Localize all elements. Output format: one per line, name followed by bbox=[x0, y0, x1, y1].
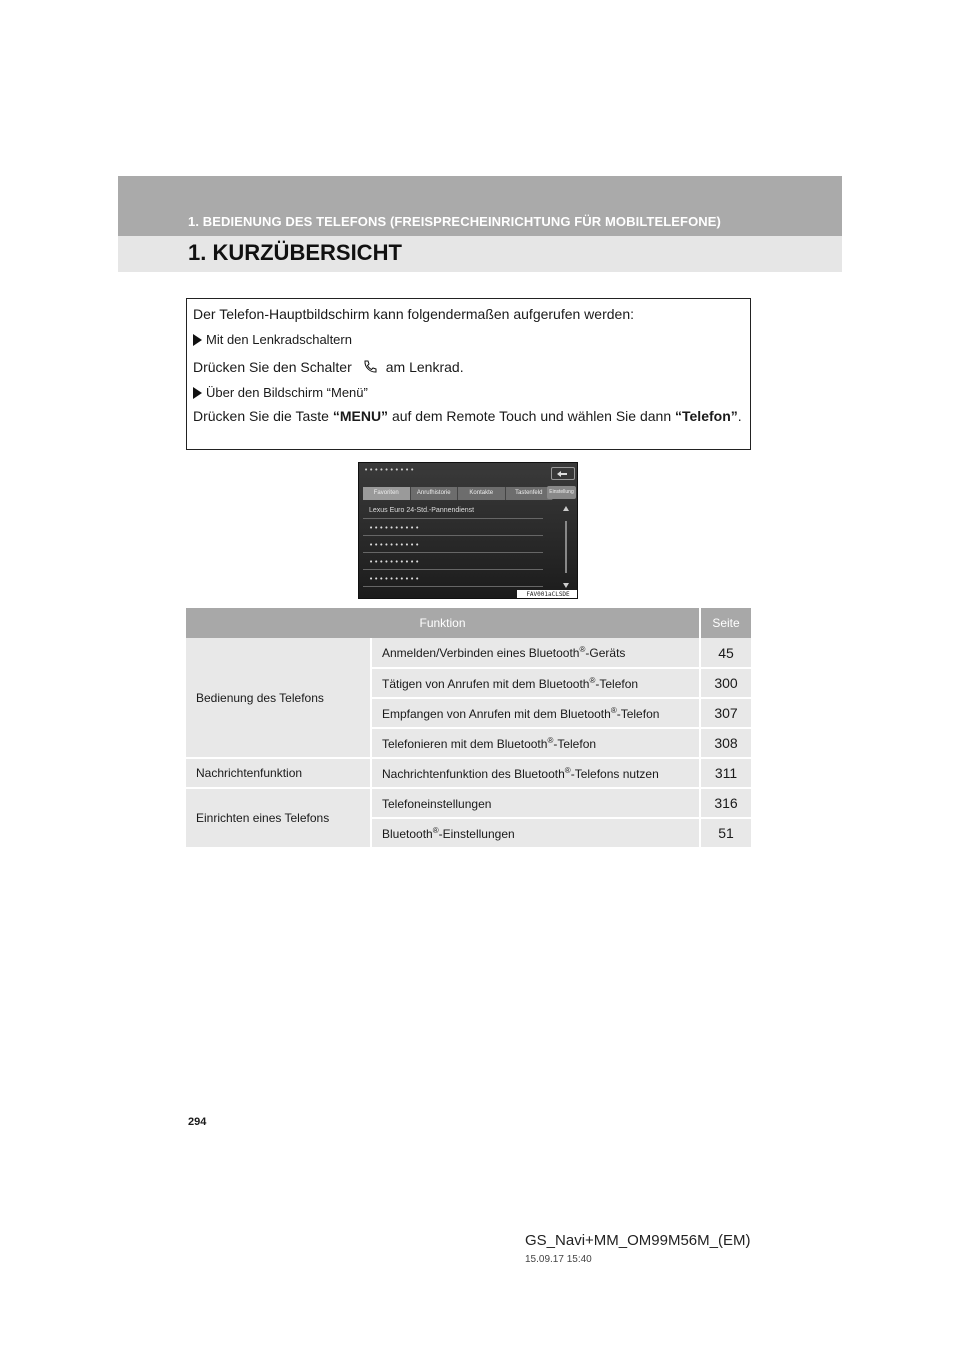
screen-entry-dots: •••••••••• bbox=[369, 575, 421, 583]
function-table bbox=[186, 608, 751, 849]
phone-icon bbox=[362, 359, 378, 375]
scroll-down-icon bbox=[562, 579, 570, 589]
registered-mark: ® bbox=[589, 675, 596, 685]
section-title: 1. KURZÜBERSICHT bbox=[188, 240, 402, 265]
screen-tab-kontakte: Kontakte bbox=[458, 487, 506, 500]
table-function bbox=[371, 758, 700, 788]
phone-screen-image bbox=[358, 462, 578, 599]
table-function bbox=[371, 818, 700, 848]
screen-list-item bbox=[363, 503, 543, 519]
screen-first-entry: Lexus Euro 24-Std.-Pannendienst bbox=[369, 507, 475, 514]
menu-key-label: “MENU” bbox=[332, 408, 389, 424]
table-row bbox=[186, 638, 751, 668]
method1-heading-text: Mit den Lenkradschaltern bbox=[206, 332, 352, 347]
function-text: Anmelden/Verbinden eines Bluetooth bbox=[382, 646, 580, 660]
table-function bbox=[371, 788, 700, 818]
table-category: Bedienung des Telefons bbox=[186, 638, 371, 758]
registered-mark: ® bbox=[547, 735, 554, 745]
table-page-link[interactable]: 45 bbox=[700, 638, 751, 668]
function-text: Nachrichtenfunktion des Bluetooth bbox=[382, 766, 565, 781]
function-text-suffix: -Telefon bbox=[616, 706, 660, 721]
table-category: Einrichten eines Telefons bbox=[186, 788, 371, 848]
registered-mark: ® bbox=[432, 825, 439, 835]
registered-mark: ® bbox=[579, 645, 586, 654]
screen-list-item bbox=[363, 554, 543, 570]
function-text-suffix: -Telefon bbox=[595, 676, 639, 691]
function-text: Telefoneinstellungen bbox=[382, 796, 492, 811]
footer-doc-code: GS_Navi+MM_OM99M56M_(EM) bbox=[525, 1232, 751, 1249]
table-page-link[interactable]: 311 bbox=[700, 758, 751, 788]
function-text: Bluetooth bbox=[382, 826, 433, 841]
screen-entry-dots: •••••••••• bbox=[369, 558, 421, 566]
telefon-label: “Telefon” bbox=[675, 408, 738, 424]
scroll-up-icon bbox=[562, 505, 570, 515]
table-function bbox=[371, 668, 700, 698]
screen-scrollbar bbox=[562, 505, 570, 589]
screen-entry-dots: •••••••••• bbox=[369, 524, 421, 532]
scroll-track bbox=[565, 521, 567, 573]
table-page-link[interactable]: 308 bbox=[700, 728, 751, 758]
function-text-suffix: -Geräts bbox=[585, 646, 626, 660]
table-page-link[interactable]: 316 bbox=[700, 788, 751, 818]
table-page-link[interactable]: 307 bbox=[700, 698, 751, 728]
method1-heading bbox=[193, 331, 744, 349]
table-row bbox=[186, 758, 751, 788]
info-box bbox=[186, 298, 751, 450]
table-function bbox=[371, 638, 700, 668]
table-page-link[interactable]: 300 bbox=[700, 668, 751, 698]
method2-text-a: Drücken Sie die Taste bbox=[193, 408, 329, 424]
table-function bbox=[371, 728, 700, 758]
screen-tab-tastenfeld: Tastenfeld bbox=[506, 487, 554, 500]
table-row bbox=[186, 788, 751, 818]
function-text: Tätigen von Anrufen mit dem Bluetooth bbox=[382, 676, 590, 691]
function-text-suffix: -Telefons nutzen bbox=[570, 766, 659, 781]
registered-mark: ® bbox=[564, 765, 571, 775]
screen-settings-button: Einstellung bbox=[547, 486, 576, 499]
screen-tab-favoriten: Favoriten bbox=[363, 487, 411, 500]
table-function bbox=[371, 698, 700, 728]
page-number: 294 bbox=[188, 1116, 207, 1128]
function-text: Empfangen von Anrufen mit dem Bluetooth bbox=[382, 706, 611, 721]
method2-heading bbox=[193, 384, 744, 402]
status-dots: •••••••••• bbox=[364, 466, 416, 474]
method2-text-c: . bbox=[737, 408, 742, 424]
table-category: Nachrichtenfunktion bbox=[186, 758, 371, 788]
function-text: Telefonieren mit dem Bluetooth bbox=[382, 736, 548, 751]
method1-text-after: am Lenkrad. bbox=[385, 359, 464, 375]
chapter-title: 1. BEDIENUNG DES TELEFONS (FREISPRECHEINRICHTUNG FÜR MOBILTELEFONE) bbox=[188, 214, 721, 229]
screen-list-item bbox=[363, 571, 543, 587]
triangle-bullet-icon bbox=[193, 387, 202, 399]
method1-text bbox=[193, 358, 744, 376]
footer-date: 15.09.17 15:40 bbox=[525, 1254, 592, 1265]
back-icon bbox=[551, 467, 575, 480]
screen-entry-dots: •••••••••• bbox=[369, 541, 421, 549]
method2-heading-text: Über den Bildschirm “Menü” bbox=[206, 385, 368, 400]
method2-text-b: auf dem Remote Touch und wählen Sie dann bbox=[391, 408, 672, 424]
table-header-page: Seite bbox=[700, 608, 751, 638]
screen-list-item bbox=[363, 520, 543, 536]
registered-mark: ® bbox=[610, 705, 617, 715]
screen-list-item bbox=[363, 537, 543, 553]
triangle-bullet-icon bbox=[193, 334, 202, 346]
method2-text bbox=[193, 407, 744, 425]
function-text-suffix: -Telefon bbox=[553, 736, 597, 751]
info-intro: Der Telefon-Hauptbildschirm kann folgendermaßen aufgerufen werden: bbox=[193, 306, 634, 322]
function-text-suffix: -Einstellungen bbox=[438, 826, 515, 841]
method1-text-before: Drücken Sie den Schalter bbox=[193, 359, 352, 375]
table-page-link[interactable]: 51 bbox=[700, 818, 751, 848]
screen-tab-anrufhistorie: Anrufhistorie bbox=[411, 487, 459, 500]
screen-tabs bbox=[363, 487, 553, 500]
table-header-function: Funktion bbox=[186, 608, 700, 638]
image-caption: FAV001aCLSDE bbox=[517, 590, 578, 599]
